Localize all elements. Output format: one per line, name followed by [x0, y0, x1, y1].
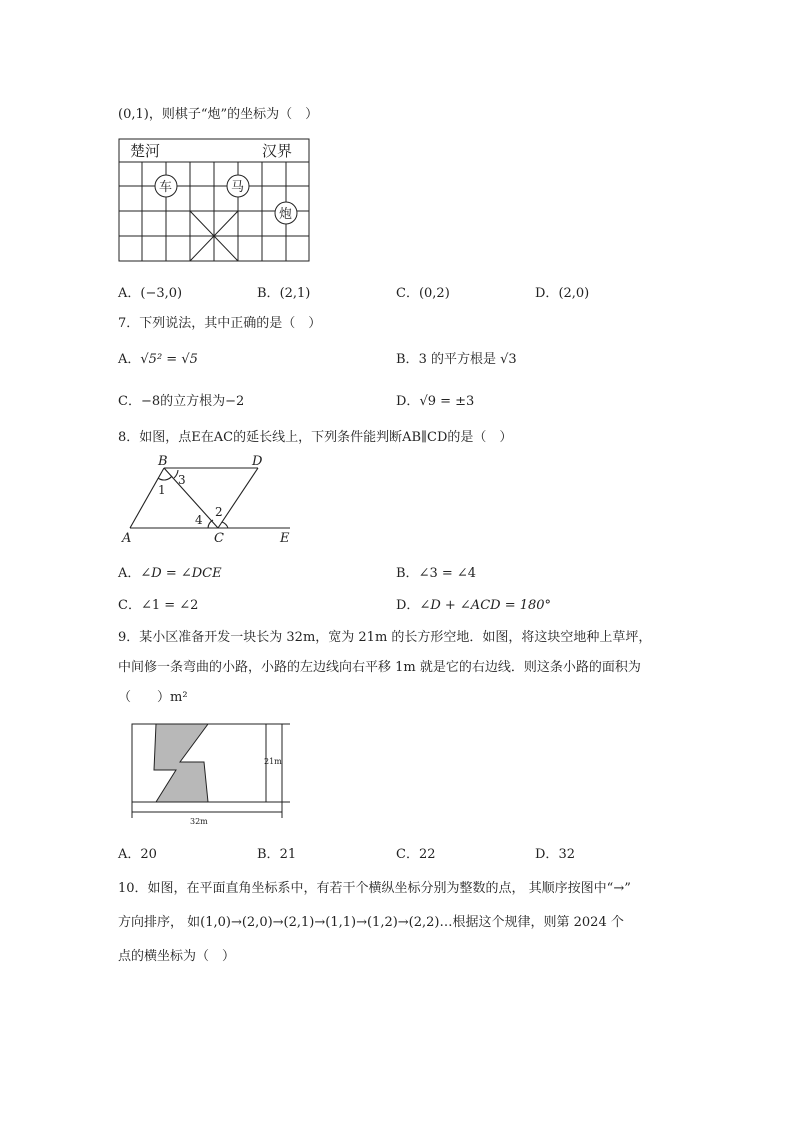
- q6-stem: (0,1)，则棋子“炮”的坐标为（ ）: [118, 107, 319, 122]
- piece-pao: [275, 202, 297, 224]
- width-label: 32m: [190, 817, 208, 826]
- label-c: C: [214, 531, 224, 544]
- svg-text:炮: 炮: [279, 207, 293, 222]
- angle-2: 2: [215, 505, 223, 519]
- q9-option-b: B．21: [257, 847, 297, 862]
- q10-line-3: 点的横坐标为（ ）: [118, 949, 236, 964]
- q7-option-c: C．−8的立方根为−2: [118, 394, 245, 409]
- q9-option-d: D．32: [535, 847, 575, 862]
- q9-option-c: C．22: [396, 847, 436, 862]
- q9-option-a: A．20: [118, 847, 157, 862]
- q8-option-c: C．∠1 = ∠2: [118, 598, 199, 613]
- q6-option-d: D．(2,0): [535, 286, 590, 301]
- q6-option-a: A．(−3,0): [118, 286, 183, 301]
- q8-stem: 8．如图，点E在AC的延长线上，下列条件能判断AB∥CD的是（ ）: [118, 430, 513, 445]
- q7-stem: 7．下列说法，其中正确的是（ ）: [118, 316, 322, 331]
- q6-option-c: C．(0,2): [396, 286, 450, 301]
- label-b: B: [158, 454, 168, 469]
- angle-4: 4: [195, 513, 203, 527]
- q7-option-d: D．√9 = ±3: [396, 394, 475, 409]
- q7-option-a: A．√5² = √5: [118, 352, 198, 367]
- label-d: D: [252, 454, 263, 469]
- q8-option-b: B．∠3 = ∠4: [396, 566, 477, 581]
- label-e: E: [280, 531, 290, 544]
- q6-option-b: B．(2,1): [257, 286, 311, 301]
- q7-option-b: B．3 的平方根是 √3: [396, 352, 517, 367]
- q8-option-d: D．∠D + ∠ACD = 180°: [396, 598, 552, 613]
- piece-che: [155, 175, 177, 197]
- q10-line-2: 方向排序， 如(1,0)→(2,0)→(2,1)→(1,1)→(1,2)→(2,2)…根据这个规律，则第 2024 个: [118, 915, 624, 930]
- lawn-path-figure: [118, 718, 298, 828]
- svg-text:马: 马: [231, 180, 245, 195]
- svg-text:车: 车: [159, 180, 173, 195]
- angle-3: 3: [178, 473, 186, 487]
- q9-line-3: （ ）m²: [118, 690, 188, 705]
- parallel-lines-figure: [118, 454, 298, 544]
- chess-board-figure: [118, 138, 312, 264]
- q10-line-1: 10．如图，在平面直角坐标系中，有若干个横纵坐标分别为整数的点， 其顺序按图中“→”: [118, 881, 631, 896]
- board-left-label: 楚河: [130, 142, 161, 160]
- angle-1: 1: [158, 483, 166, 497]
- height-label: 21m: [264, 757, 282, 766]
- piece-ma: [227, 175, 249, 197]
- label-a: A: [122, 531, 132, 544]
- board-right-label: 汉界: [262, 142, 293, 160]
- q9-line-2: 中间修一条弯曲的小路，小路的左边线向右平移 1m 就是它的右边线．则这条小路的面积为: [118, 660, 641, 675]
- q9-line-1: 9．某小区准备开发一块长为 32m，宽为 21m 的长方形空地．如图，将这块空地种上草坪，: [118, 630, 652, 645]
- q8-option-a: A．∠D = ∠DCE: [118, 566, 222, 581]
